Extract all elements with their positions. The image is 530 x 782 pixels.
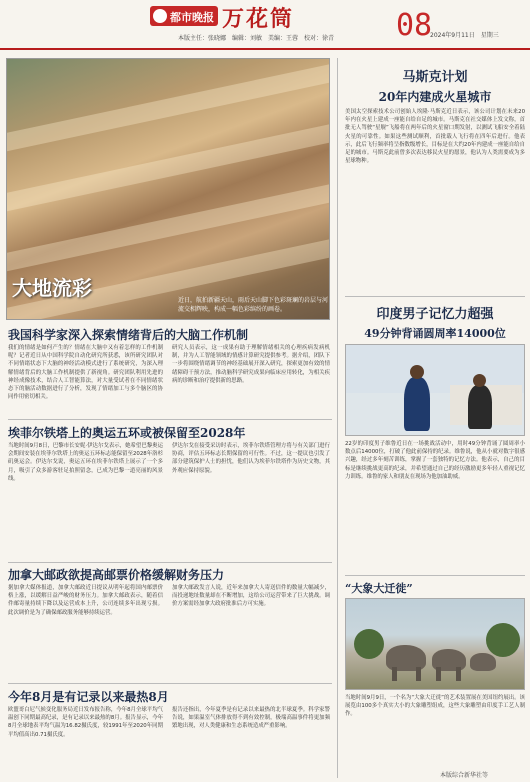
top-photo-note: 近日，航拍新疆天山，雨后天山脚下色彩斑斓的岩层与河流交相辉映，构成一幅色彩缤纷的画卷。 [178, 297, 329, 313]
top-photo-caption: 大地流彩 [12, 276, 92, 300]
article4-body-right: 报告还指出，今年夏季是有记录以来最热的北半球夏季。科学家警告说，如果温室气体排放得不到有效控制，极端高温事件将更加频繁地出现，对人类健康和生态系统造成严重影响。 [172, 707, 330, 730]
right-article3-title: “大象大迁徙” [345, 582, 413, 595]
right-article2-body: 22岁的印度男子维鲁近日在一场挑战活动中，用时49分钟背诵了圆周率小数点后14000位，打破了他此前保持的纪录。维鲁说，他从小就对数字很感兴趣，经过多年刻苦训练，掌握了一套独特的记忆方法。他表示，自己的目标是继续挑战更高的纪录，并希望通过自己的经历激励更多年轻人重视记忆力训练。维鲁的家人和朋友在现场为他加油助威。 [345, 441, 525, 480]
right-article1-body: 美国太空探索技术公司创始人埃隆·马斯克近日表示，该公司计划在未来20年内在火星上建成一座能自给自足的城市。马斯克在社交媒体上发文称，首批无人驾驶“星舰”飞船将在两年后的火星窗口期发射，以测试飞船安全着陆火星的可靠性。如果这些测试顺利，首批载人飞行将在四年后进行。他表示，此后飞行频率将呈指数级增长，目标是在大约20年内建成一座能自给自足的城市。马斯克此前曾多次表达移民火星的愿景，他认为人类需要成为多星球物种。 [345, 109, 525, 165]
newspaper-logo [150, 6, 218, 26]
right-article3-note: 当地时间9月9日，一个名为“大象大迁徙”的艺术装置展在美国纽约展出。该展览由100多个真实大小的大象雕塑组成，这些大象雕塑由印度手工艺人制作。 [345, 695, 525, 718]
article4-title: 今年8月是有记录以来最热8月 [8, 690, 169, 704]
elephant-photo [345, 598, 525, 690]
editors-line: 本版主任：张晓娜 编辑：刘敏 美编：王蓉 校对：徐青 [178, 35, 335, 42]
page-number: 08 [396, 8, 433, 43]
article2-body-left: 当地时间9月8日，巴黎市长安妮·伊达尔戈表示，她希望巴黎奥运会期间安装在埃菲尔铁塔上的奥运五环标志能保留至2028年洛杉矶奥运会。伊达尔戈说，奥运五环在埃菲尔铁塔上展示了一个多月，吸引了众多游客驻足拍照留念，已成为巴黎一道亮丽的风景线。 [8, 443, 163, 482]
footer-source: 本版综合新华社等 [440, 772, 489, 779]
article3-title: 加拿大邮政欲提高邮票价格缓解财务压力 [8, 568, 225, 582]
logo-emblem-icon [153, 9, 167, 23]
article3-body-right: 加拿大邮政发言人说，近年来加拿大人寄送信件的数量大幅减少，而投递地址数量却在不断增加，这给公司运营带来了巨大挑战。调价方案需经加拿大政府批准后方可实施。 [172, 585, 330, 608]
article1-title: 我国科学家深入探索情绪背后的大脑工作机制 [8, 328, 249, 342]
section-title: 万花筒 [222, 6, 295, 32]
article1-body-right: 研究人员表示，这一成果有助于理解情绪相关的心理疾病发病机制，并为人工智能领域的情感计算研究提供参考。据介绍，团队下一步将围绕情绪调节的神经基础展开深入研究，探索更加有效的情绪障碍干预方法，推动脑科学研究成果向临床应用转化，为相关疾病的诊断和治疗提供新的思路。 [172, 345, 330, 384]
memory-photo [345, 344, 525, 436]
article2-body-right: 伊达尔戈在接受采访时表示，埃菲尔铁塔管理方将与有关部门进行协商，评估五环标志长期保留的可行性。不过，这一提议也引发了部分建筑保护人士的担忧，他们认为埃菲尔铁塔作为历史文物，其外观应保持原貌。 [172, 443, 330, 474]
right-article2-title-line2: 49分钟背诵圆周率14000位 [364, 327, 506, 340]
article3-body-left: 据加拿大媒体报道，加拿大邮政近日提议从明年起将国内邮票价格上涨，以缓解日益严峻的财务压力。加拿大邮政表示，随着信件邮寄量持续下降以及运营成本上升，公司连续多年出现亏损。此次调价是为了确保邮政服务能够持续运营。 [8, 585, 163, 616]
logo-text: 都市晚报 [170, 11, 214, 24]
masthead [0, 0, 530, 50]
right-article1-title-line2: 20年内建成火星城市 [378, 90, 492, 104]
article1-body-left: 我们的情绪是如何产生的？情绪在大脑中又有着怎样的工作机制呢？记者近日从中国科学院自动化研究所获悉，该所研究团队对不同情绪状态下大脑的神经活动模式进行了系统研究，为深入理解情绪背后的大脑工作机制提供了新视角。研究团队利用先进的神经成像技术，结合人工智能算法，对大量受试者在不同情绪状态下的脑活动数据进行了分析，发现了情绪加工与多个脑区的协同作用密切相关。 [8, 345, 163, 401]
right-article1-title-line1: 马斯克计划 [402, 70, 468, 85]
article2-title: 埃菲尔铁塔上的奥运五环或被保留至2028年 [8, 426, 246, 440]
date-line: 2024年9月11日 星期三 [430, 32, 499, 39]
right-article2-title-line1: 印度男子记忆力超强 [376, 307, 494, 322]
article4-body-left: 欧盟哥白尼气候变化服务局近日发布报告称，今年8月全球平均气温创下同期最高纪录，是有记录以来最热的8月。报告显示，今年8月全球地表平均气温为16.82摄氏度，较1991年至2020年同期平均值高出0.71摄氏度。 [8, 707, 163, 738]
